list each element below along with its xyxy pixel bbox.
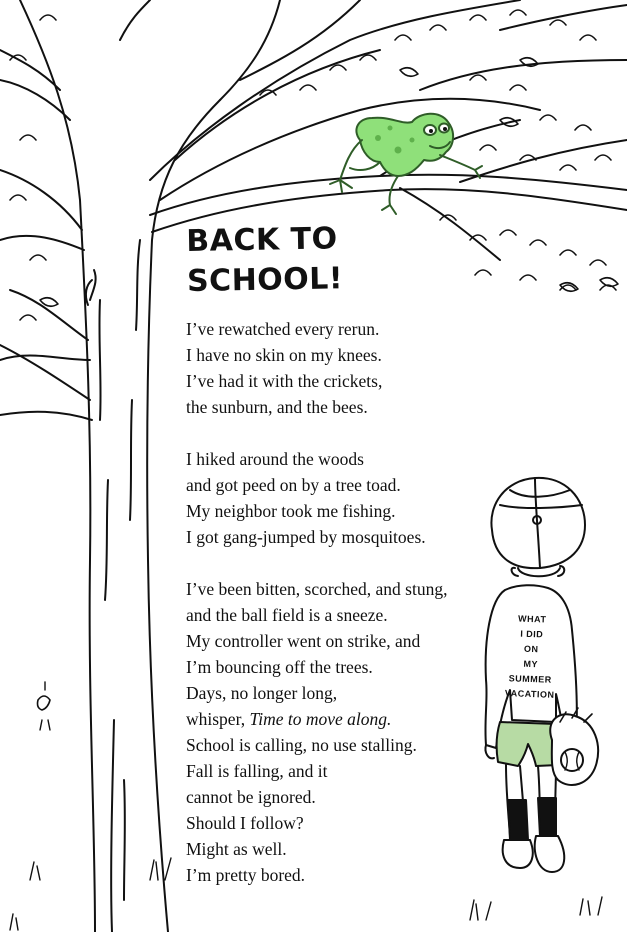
poem-line: Might as well. xyxy=(186,839,287,859)
poem-line: I’m bouncing off the trees. xyxy=(186,657,373,677)
poem-line: Days, no longer long, xyxy=(186,683,338,703)
shirt-text xyxy=(496,611,565,703)
page-title xyxy=(186,219,343,302)
poem-line: I hiked around the woods xyxy=(186,449,364,469)
title-line-2: SCHOOL! xyxy=(186,261,344,299)
shirt-text-line: ON xyxy=(523,643,539,655)
stanza-2 xyxy=(186,446,506,550)
shirt-text-line: VACATION xyxy=(504,688,555,700)
frog-icon xyxy=(330,114,482,214)
poem-line: cannot be ignored. xyxy=(186,787,316,807)
poem-line: I’ve had it with the crickets, xyxy=(186,371,383,391)
poem-line: and got peed on by a tree toad. xyxy=(186,475,401,495)
poem-line-prefix: whisper, xyxy=(186,709,250,729)
poem-line: I’ve rewatched every rerun. xyxy=(186,319,380,339)
poem-line: Should I follow? xyxy=(186,813,304,833)
poem-line: Fall is falling, and it xyxy=(186,761,328,781)
poem-body xyxy=(186,316,506,914)
poem-line: I have no skin on my knees. xyxy=(186,345,382,365)
title-line-1: BACK TO xyxy=(186,221,338,259)
poem-line: My controller went on strike, and xyxy=(186,631,421,651)
poem-line: and the ball field is a sneeze. xyxy=(186,605,388,625)
shirt-text-line: WHAT xyxy=(517,613,547,625)
poem-italic-phrase: Time to move along. xyxy=(249,709,392,729)
poem-line: I’m pretty bored. xyxy=(186,865,306,885)
poem-line: the sunburn, and the bees. xyxy=(186,397,368,417)
poem-line: School is calling, no use stalling. xyxy=(186,735,417,755)
stanza-1 xyxy=(186,316,506,420)
poem-line: My neighbor took me fishing. xyxy=(186,501,396,521)
poem-line xyxy=(186,706,506,732)
shirt-text-line: I DID xyxy=(520,628,544,640)
shirt-text-line: SUMMER xyxy=(508,673,552,685)
poem-line: I’ve been bitten, scorched, and stung, xyxy=(186,579,448,599)
poem-line: I got gang-jumped by mosquitoes. xyxy=(186,527,426,547)
shirt-text-line: MY xyxy=(523,658,539,670)
baseball-glove-icon xyxy=(550,708,598,785)
stanza-3 xyxy=(186,576,506,888)
